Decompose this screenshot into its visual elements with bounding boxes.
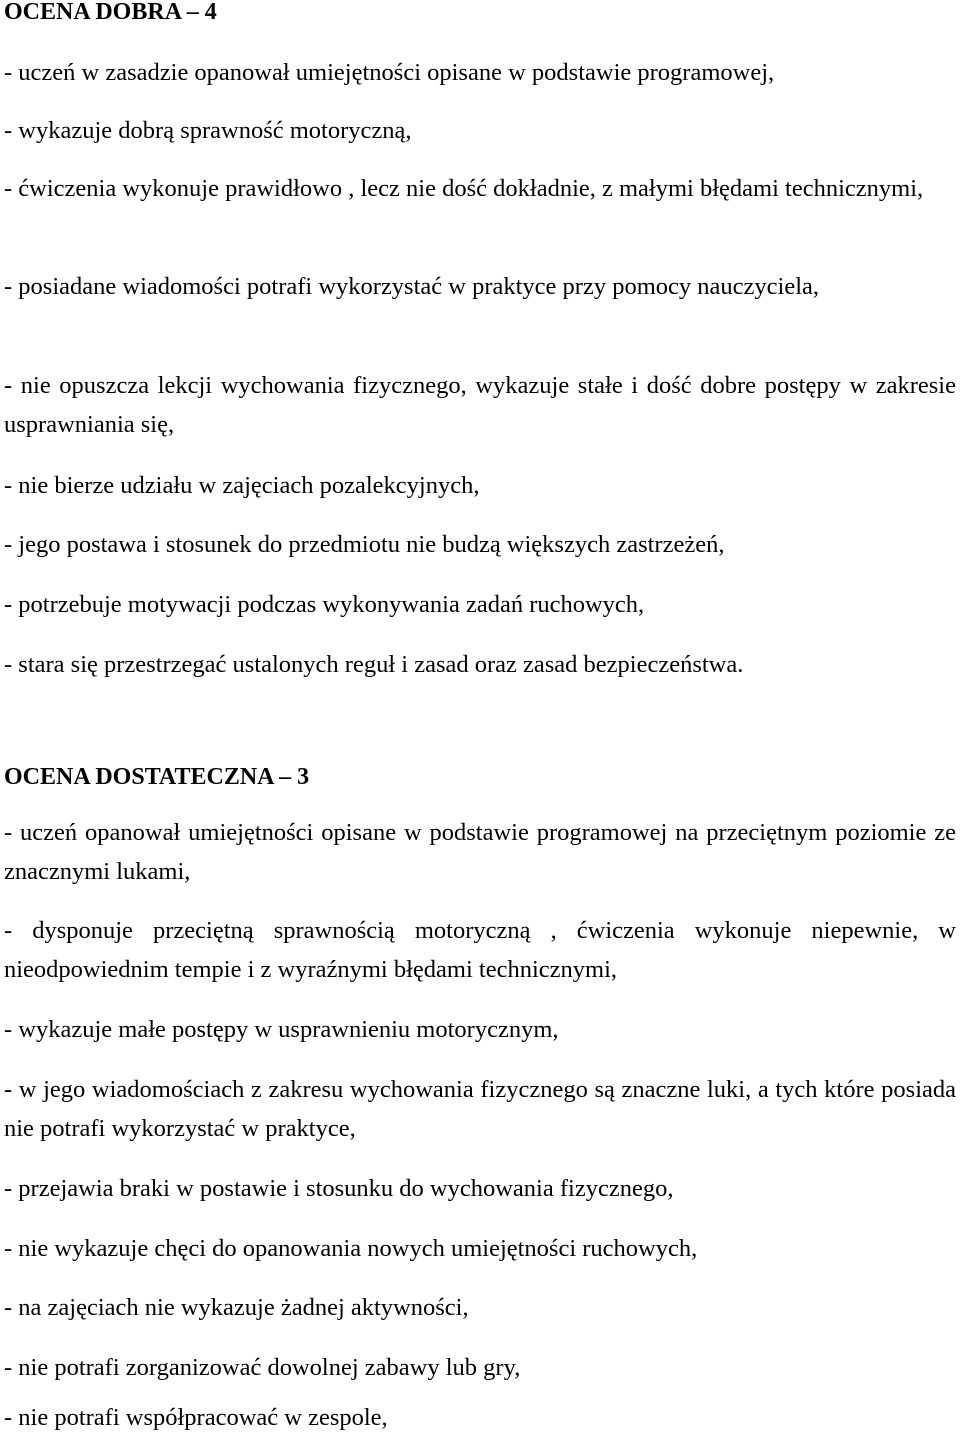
list-item: - uczeń opanował umiejętności opisane w podstawie programowej na przeciętnym poziomie ze znacznymi lukami, <box>4 819 956 885</box>
section-heading-sufficient: OCENA DOSTATECZNA – 3 <box>4 764 310 790</box>
list-item: - jego postawa i stosunek do przedmiotu nie budzą większych zastrzeżeń, <box>4 531 725 558</box>
list-item: - dysponuje przeciętną sprawnością motoryczną , ćwiczenia wykonuje niepewnie, w nieodpowiednim tempie i z wyraźnymi błędami technicznymi, <box>4 917 956 983</box>
list-item: - ćwiczenia wykonuje prawidłowo , lecz nie dość dokładnie, z małymi błędami technicznymi, <box>4 175 924 202</box>
list-item: - stara się przestrzegać ustalonych reguł i zasad oraz zasad bezpieczeństwa. <box>4 651 744 678</box>
list-item: - nie opuszcza lekcji wychowania fizycznego, wykazuje stałe i dość dobre postępy w zakresie usprawniania się, <box>4 372 956 438</box>
list-item: - na zajęciach nie wykazuje żadnej aktywności, <box>4 1294 469 1321</box>
list-item: - wykazuje małe postępy w usprawnieniu motorycznym, <box>4 1016 559 1043</box>
list-item: - w jego wiadomościach z zakresu wychowania fizycznego są znaczne luki, a tych które posiada nie potrafi wykorzystać w praktyce, <box>4 1076 956 1142</box>
list-item: - posiadane wiadomości potrafi wykorzystać w praktyce przy pomocy nauczyciela, <box>4 273 819 300</box>
list-item: - nie potrafi współpracować w zespole, <box>4 1404 388 1431</box>
list-item: - nie potrafi zorganizować dowolnej zabawy lub gry, <box>4 1354 521 1381</box>
list-item: - przejawia braki w postawie i stosunku do wychowania fizycznego, <box>4 1175 674 1202</box>
list-item: - potrzebuje motywacji podczas wykonywania zadań ruchowych, <box>4 591 645 618</box>
list-item: - nie bierze udziału w zajęciach pozalekcyjnych, <box>4 472 480 499</box>
list-item: - uczeń w zasadzie opanował umiejętności opisane w podstawie programowej, <box>4 59 775 86</box>
list-item: - nie wykazuje chęci do opanowania nowych umiejętności ruchowych, <box>4 1235 698 1262</box>
section-heading-good: OCENA DOBRA – 4 <box>4 0 217 25</box>
list-item: - wykazuje dobrą sprawność motoryczną, <box>4 117 412 144</box>
